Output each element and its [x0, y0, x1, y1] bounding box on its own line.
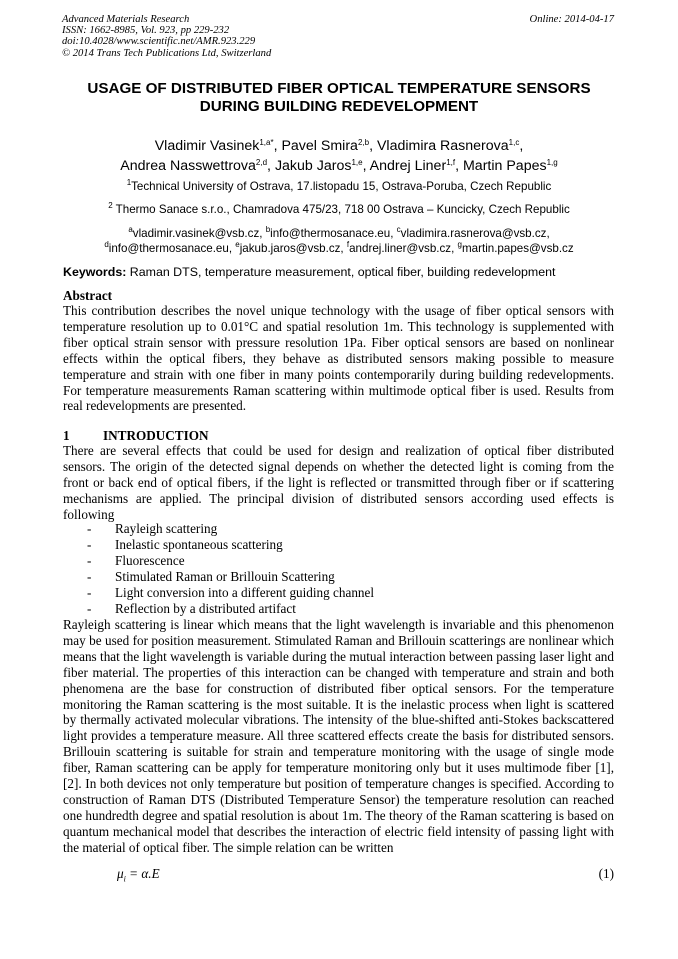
list-item: [87, 569, 374, 585]
author-affil-sup: 2,d: [255, 158, 268, 167]
equation-number: (1): [598, 866, 614, 881]
author-name: Jakub Jaros: [274, 158, 352, 174]
list-item-text: Stimulated Raman or Brillouin Scattering: [115, 568, 335, 584]
affiliation-text: Technical University of Ostrava, 17.listopadu 15, Ostrava-Poruba, Czech Republic: [131, 180, 552, 193]
email-list: [40, 226, 638, 256]
email-link[interactable]: vladimir.vasinek@vsb.cz,: [132, 227, 266, 240]
email-sup: e: [235, 240, 240, 249]
email-link[interactable]: info@thermosanace.eu,: [108, 242, 236, 255]
email-line-1: [40, 226, 638, 241]
section-number: 1: [63, 428, 70, 443]
email-link[interactable]: andrej.liner@vsb.cz,: [349, 242, 458, 255]
author-line-2: Andrea Nasswettrova$^{2,d}$, Jakub Jaros$^{1,e}$, Andrej Liner$^{1,f}$, Martin Papes$^{1,g}$: [120, 158, 558, 174]
email-sup: c: [396, 225, 401, 234]
abstract-heading: Abstract: [63, 288, 113, 303]
affiliation-sup: 1: [126, 178, 132, 187]
list-item: [87, 521, 374, 537]
title-line-1: USAGE OF DISTRIBUTED FIBER OPTICAL TEMPERATURE SENSORS: [87, 80, 591, 97]
affiliation-1: [40, 180, 638, 194]
list-item-text: Inelastic spontaneous scattering: [115, 536, 283, 552]
equation-lhs: μ: [117, 866, 124, 881]
author-name: Andrej Liner: [369, 158, 447, 174]
issn-line: ISSN: 1662-8985, Vol. 923, pp 229-232: [62, 25, 230, 37]
email-link[interactable]: jakub.jaros@vsb.cz,: [239, 242, 347, 255]
section-title: INTRODUCTION: [103, 428, 209, 443]
email-sup: b: [265, 225, 271, 234]
list-item: [87, 585, 374, 601]
author-name: Martin Papes: [462, 158, 547, 174]
author-line-1: Vladimir Vasinek$^{1,a*}$, Pavel Smira$^{2,b}$, Vladimira Rasnerova$^{1,c}$,: [154, 138, 524, 154]
intro-paragraph-1: There are several effects that could be used for design and realization of optical fiber distributed sensors. The origin of the detected signal depends on whether the detected light is coming from the front or back end of optical fibers, if the light is reflected or transmitted through fiber or if scattering mechanisms are applied. The principal division of distributed sensors according used effects is following: [63, 443, 614, 522]
affiliation-2: [40, 203, 638, 217]
list-item-text: Fluorescence: [115, 552, 185, 568]
intro-paragraph-2: Rayleigh scattering is linear which means that the light wavelength is invariable and this phenomenon may be used for position measurement. Stimulated Raman and Brillouin scatterings are nonlinear which means that the light wavelength is variable during the mutual interaction between passing laser light and fiber material. The properties of this interaction can be changed with temperature and strain and both phenomena are the base for construction of distributed fiber optical sensors. For the temperature monitoring the Raman scattering is the most suitable. It is the inelastic process when light is scattered by thermally activated molecular vibrations. The intensity of the blue-shifted anti-Stokes backscattered light provides a temperature measure. All three scattered effects create the basis for distributed sensors. Brillouin scattering is suitable for strain and temperature monitoring with the usage of single mode fiber, Raman scattering can be apply for temperature monitoring only but it uses multimode fiber [1],[2]. In both devices not only temperature but position of temperature changes is specified. According to construction of Raman DTS (Distributed Temperature Sensor) the temperature resolution can reached one hundredth degree and spatial resolution is about 1m. The theory of the Raman scattering is based on quantum mechanical model that describes the interaction of electric field intensity of passing light with the material of optical fiber. The simple relation can be written: [63, 617, 614, 855]
effects-list: [87, 521, 374, 616]
title-line-2: DURING BUILDING REDEVELOPMENT: [199, 98, 479, 115]
paper-title: [40, 80, 638, 116]
author-affil-sup: 1,f: [446, 158, 456, 167]
list-dash: -: [87, 552, 92, 568]
author-affil-sup: 1,c: [508, 138, 520, 147]
equation-subscript: i: [123, 874, 126, 884]
list-item-text: Rayleigh scattering: [115, 521, 218, 536]
affiliation-text: Thermo Sanace s.r.o., Chamradova 475/23, 718 00 Ostrava – Kuncicky, Czech Republic: [112, 203, 570, 216]
keywords-text: Raman DTS, temperature measurement, optical fiber, building redevelopment: [126, 265, 556, 279]
list-item-text: Reflection by a distributed artifact: [115, 600, 296, 616]
author-affil-sup: 1,g: [546, 158, 558, 167]
doi-line: doi:10.4028/www.scientific.net/AMR.923.229: [62, 36, 256, 48]
list-dash: -: [87, 584, 92, 600]
author-affil-sup: 1,a*: [259, 138, 274, 147]
list-dash: -: [87, 536, 92, 552]
email-link[interactable]: martin.papes@vsb.cz: [462, 242, 574, 255]
affiliation-sup: 2: [108, 201, 113, 210]
email-sup: g: [457, 240, 462, 249]
author-list: [40, 136, 638, 176]
equation-formula: [117, 866, 160, 888]
list-dash: -: [87, 521, 92, 536]
email-line-2: [40, 241, 638, 256]
author-affil-sup: 2,b: [357, 138, 370, 147]
list-item: [87, 601, 374, 617]
journal-name: Advanced Materials Research: [62, 14, 190, 25]
author-name: Vladimira Rasnerova: [376, 138, 509, 154]
email-sup: f: [346, 240, 350, 249]
author-name: Pavel Smira: [281, 138, 358, 154]
email-sup: d: [104, 240, 109, 249]
list-item: [87, 537, 374, 553]
list-dash: -: [87, 600, 92, 616]
author-affil-sup: 1,e: [351, 158, 363, 167]
copyright-line: © 2014 Trans Tech Publications Ltd, Switzerland: [62, 47, 272, 59]
list-dash: -: [87, 568, 92, 584]
journal-header: [62, 14, 271, 59]
author-name: Andrea Nasswettrova: [120, 158, 256, 174]
email-sup: a: [128, 225, 133, 234]
online-date: Online: 2014-04-17: [529, 14, 614, 25]
keywords-label: Keywords:: [63, 265, 127, 279]
author-name: Vladimir Vasinek: [154, 138, 260, 154]
section-heading-introduction: [63, 428, 614, 443]
email-link[interactable]: vladimira.rasnerova@vsb.cz,: [400, 227, 550, 240]
keywords: [63, 265, 555, 279]
list-item: [87, 553, 374, 569]
abstract-text: This contribution describes the novel unique technology with the usage of fiber optical sensors with temperature resolution up to 0.01°C and spatial resolution 1m. This technology is supplemented with fiber optical strain sensor with pressure resolution 1Pa. Fiber optical sensors are based on nonlinear effects within the optical fibers, they behave as distributed sensors making possible to measure temperature and strain with one fiber in many points contemporarily during building redevelopments. For temperature measurements Raman scattering within multimode optical fiber is used. Results from real redevelopments are presented.: [63, 303, 614, 414]
equation-rhs: = α.E: [125, 866, 160, 881]
list-item-text: Light conversion into a different guiding channel: [115, 584, 375, 600]
email-link[interactable]: info@thermosanace.eu,: [270, 227, 394, 240]
